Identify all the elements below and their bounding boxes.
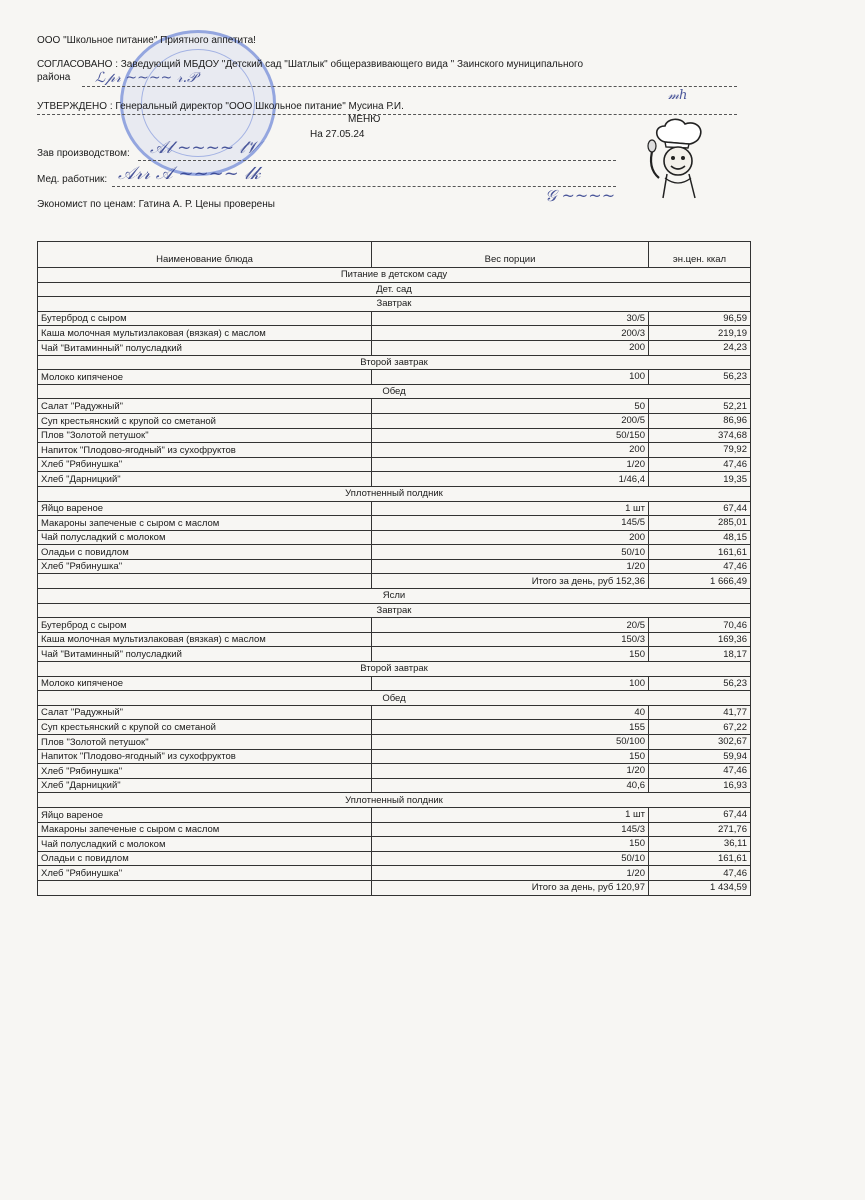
calories-value: 374,68 xyxy=(649,428,751,443)
dish-row xyxy=(38,778,751,793)
dish-name: Бутерброд с сыром xyxy=(38,311,372,326)
calories-value: 96,59 xyxy=(649,311,751,326)
dish-name: Чай "Витаминный" полусладкий xyxy=(38,647,372,662)
portion-weight: 155 xyxy=(372,720,649,735)
calories-header: эн.цен. ккал xyxy=(649,242,751,268)
day-total-row xyxy=(38,880,751,895)
calories-value: 24,23 xyxy=(649,340,751,355)
dish-name: Салат "Радужный" xyxy=(38,399,372,414)
dish-name: Хлеб "Рябинушка" xyxy=(38,559,372,574)
dish-name: Салат "Радужный" xyxy=(38,705,372,720)
portion-weight: 50/100 xyxy=(372,735,649,750)
calories-value: 36,11 xyxy=(649,837,751,852)
portion-weight: 50/150 xyxy=(372,428,649,443)
dish-name: Хлеб "Рябинушка" xyxy=(38,457,372,472)
dish-row xyxy=(38,807,751,822)
calories-value: 86,96 xyxy=(649,413,751,428)
section-title: Дет. сад xyxy=(38,282,751,297)
section-row xyxy=(38,793,751,808)
dish-name: Оладьи с повидлом xyxy=(38,851,372,866)
dish-name: Чай полусладкий с молоком xyxy=(38,837,372,852)
dish-name: Молоко кипяченое xyxy=(38,676,372,691)
menu-table xyxy=(37,241,751,896)
dish-row xyxy=(38,472,751,487)
calories-value: 56,23 xyxy=(649,676,751,691)
total-blank-cell xyxy=(38,880,372,895)
portion-weight: 200 xyxy=(372,340,649,355)
economist-line: Экономист по ценам: Гатина А. Р. Цены проверены xyxy=(37,199,275,210)
dish-name: Бутерброд с сыром xyxy=(38,618,372,633)
menu-title: МЕНЮ xyxy=(348,114,381,125)
section-title: Обед xyxy=(38,384,751,399)
dish-name: Макароны запеченые с сыром с маслом xyxy=(38,822,372,837)
dish-name: Молоко кипяченое xyxy=(38,370,372,385)
dish-name: Каша молочная мультизлаковая (вязкая) с маслом xyxy=(38,632,372,647)
portion-weight: 20/5 xyxy=(372,618,649,633)
agreed-signature-line xyxy=(82,86,737,87)
calories-value: 169,36 xyxy=(649,632,751,647)
portion-weight-header: Вес порции xyxy=(372,242,649,268)
portion-weight: 50 xyxy=(372,399,649,414)
dish-row xyxy=(38,764,751,779)
section-title: Второй завтрак xyxy=(38,355,751,370)
calories-value: 161,61 xyxy=(649,851,751,866)
medic-signature-line xyxy=(112,186,616,187)
dish-row xyxy=(38,516,751,531)
dish-name: Плов "Золотой петушок" xyxy=(38,735,372,750)
dish-row xyxy=(38,545,751,560)
portion-weight: 150/3 xyxy=(372,632,649,647)
economist-signature: 𝒢 ~~~~ xyxy=(545,186,616,205)
dish-row xyxy=(38,443,751,458)
calories-value: 219,19 xyxy=(649,326,751,341)
dish-name: Хлеб "Рябинушка" xyxy=(38,866,372,881)
calories-value: 52,21 xyxy=(649,399,751,414)
dish-row xyxy=(38,618,751,633)
dish-name-header: Наименование блюда xyxy=(38,242,372,268)
calories-value: 161,61 xyxy=(649,545,751,560)
dish-row xyxy=(38,326,751,341)
day-total-label: Итого за день, руб 120,97 xyxy=(372,880,649,895)
dish-row xyxy=(38,822,751,837)
dish-name: Оладьи с повидлом xyxy=(38,545,372,560)
production-signature-line xyxy=(138,160,616,161)
portion-weight: 1/20 xyxy=(372,866,649,881)
day-total-calories: 1 434,59 xyxy=(649,880,751,895)
portion-weight: 200 xyxy=(372,530,649,545)
section-row xyxy=(38,297,751,312)
production-manager-label: Зав производством: xyxy=(37,148,130,159)
calories-value: 19,35 xyxy=(649,472,751,487)
calories-value: 67,44 xyxy=(649,807,751,822)
portion-weight: 40 xyxy=(372,705,649,720)
dish-name: Хлеб "Дарницкий" xyxy=(38,472,372,487)
section-row xyxy=(38,486,751,501)
dish-row xyxy=(38,851,751,866)
portion-weight: 1 шт xyxy=(372,501,649,516)
dish-name: Суп крестьянский с крупой со сметаной xyxy=(38,720,372,735)
calories-value: 67,22 xyxy=(649,720,751,735)
section-title: Завтрак xyxy=(38,603,751,618)
dish-name: Напиток "Плодово-ягодный" из сухофруктов xyxy=(38,443,372,458)
menu-date: На 27.05.24 xyxy=(310,129,365,140)
approved-line: УТВЕРЖДЕНО : Генеральный директор "ООО Школьное питание" Мусина Р.И. xyxy=(37,101,404,112)
dish-row xyxy=(38,428,751,443)
portion-weight: 30/5 xyxy=(372,311,649,326)
dish-row xyxy=(38,311,751,326)
section-row xyxy=(38,662,751,677)
calories-value: 18,17 xyxy=(649,647,751,662)
section-row xyxy=(38,355,751,370)
chef-mascot-image xyxy=(645,118,717,200)
calories-value: 79,92 xyxy=(649,443,751,458)
calories-value: 47,46 xyxy=(649,457,751,472)
section-title: Уплотненный полдник xyxy=(38,793,751,808)
portion-weight: 1/20 xyxy=(372,764,649,779)
day-total-calories: 1 666,49 xyxy=(649,574,751,589)
dish-row xyxy=(38,399,751,414)
calories-value: 59,94 xyxy=(649,749,751,764)
portion-weight: 145/5 xyxy=(372,516,649,531)
calories-value: 67,44 xyxy=(649,501,751,516)
portion-weight: 40,6 xyxy=(372,778,649,793)
calories-value: 47,46 xyxy=(649,866,751,881)
section-title: Второй завтрак xyxy=(38,662,751,677)
section-title: Питание в детском саду xyxy=(38,268,751,283)
medic-signature: 𝒜𝓇𝓇 𝒜 ~~~~ 𝓁𝓀 xyxy=(118,163,261,184)
section-row xyxy=(38,268,751,283)
dish-name: Чай "Витаминный" полусладкий xyxy=(38,340,372,355)
portion-weight: 150 xyxy=(372,647,649,662)
dish-name: Суп крестьянский с крупой со сметаной xyxy=(38,413,372,428)
portion-weight: 50/10 xyxy=(372,851,649,866)
dish-name: Чай полусладкий с молоком xyxy=(38,530,372,545)
portion-weight: 100 xyxy=(372,676,649,691)
dish-row xyxy=(38,632,751,647)
portion-weight: 1/20 xyxy=(372,559,649,574)
section-row xyxy=(38,691,751,706)
day-total-label: Итого за день, руб 152,36 xyxy=(372,574,649,589)
org-line: ООО "Школьное питание" Приятного аппетита! xyxy=(37,35,256,46)
menu-table-header-row xyxy=(38,242,751,268)
agreed-line: СОГЛАСОВАНО : Заведующий МБДОУ "Детский сад "Шатлык" общеразвивающего вида " Заинского муниципального xyxy=(37,59,584,70)
dish-row xyxy=(38,530,751,545)
dish-row xyxy=(38,559,751,574)
dish-row xyxy=(38,749,751,764)
portion-weight: 150 xyxy=(372,749,649,764)
approved-signature-line xyxy=(37,114,737,115)
portion-weight: 200/5 xyxy=(372,413,649,428)
dish-name: Напиток "Плодово-ягодный" из сухофруктов xyxy=(38,749,372,764)
portion-weight: 145/3 xyxy=(372,822,649,837)
section-row xyxy=(38,384,751,399)
dish-name: Макароны запеченые с сыром с маслом xyxy=(38,516,372,531)
dish-row xyxy=(38,705,751,720)
portion-weight: 50/10 xyxy=(372,545,649,560)
dish-name: Плов "Золотой петушок" xyxy=(38,428,372,443)
dish-row xyxy=(38,866,751,881)
calories-value: 41,77 xyxy=(649,705,751,720)
calories-value: 70,46 xyxy=(649,618,751,633)
dish-row xyxy=(38,676,751,691)
medic-label: Мед. работник: xyxy=(37,174,108,185)
agreed-signature: ℒ𝓅𝓇 ~~~~ 𝓇.𝒫 xyxy=(95,70,198,86)
dish-row xyxy=(38,735,751,750)
section-title: Ясли xyxy=(38,589,751,604)
dish-name: Каша молочная мультизлаковая (вязкая) с маслом xyxy=(38,326,372,341)
total-blank-cell xyxy=(38,574,372,589)
calories-value: 48,15 xyxy=(649,530,751,545)
portion-weight: 1/46,4 xyxy=(372,472,649,487)
dish-row xyxy=(38,340,751,355)
portion-weight: 1 шт xyxy=(372,807,649,822)
dish-row xyxy=(38,413,751,428)
calories-value: 56,23 xyxy=(649,370,751,385)
agreed-line-district: района xyxy=(37,72,71,83)
dish-row xyxy=(38,457,751,472)
production-signature: 𝒜𝓁 ~~~~ 𝓁𝒱 xyxy=(150,138,260,158)
calories-value: 16,93 xyxy=(649,778,751,793)
calories-value: 302,67 xyxy=(649,735,751,750)
section-title: Уплотненный полдник xyxy=(38,486,751,501)
portion-weight: 200 xyxy=(372,443,649,458)
calories-value: 285,01 xyxy=(649,516,751,531)
dish-name: Яйцо вареное xyxy=(38,807,372,822)
dish-row xyxy=(38,720,751,735)
dish-row xyxy=(38,647,751,662)
day-total-row xyxy=(38,574,751,589)
section-row xyxy=(38,589,751,604)
calories-value: 47,46 xyxy=(649,559,751,574)
dish-name: Хлеб "Дарницкий" xyxy=(38,778,372,793)
section-title: Завтрак xyxy=(38,297,751,312)
portion-weight: 100 xyxy=(372,370,649,385)
section-row xyxy=(38,282,751,297)
portion-weight: 150 xyxy=(372,837,649,852)
dish-row xyxy=(38,501,751,516)
dish-name: Яйцо вареное xyxy=(38,501,372,516)
section-title: Обед xyxy=(38,691,751,706)
dish-row xyxy=(38,837,751,852)
calories-value: 47,46 xyxy=(649,764,751,779)
menu-table-body xyxy=(38,268,751,896)
calories-value: 271,76 xyxy=(649,822,751,837)
section-row xyxy=(38,603,751,618)
portion-weight: 1/20 xyxy=(372,457,649,472)
dish-row xyxy=(38,370,751,385)
portion-weight: 200/3 xyxy=(372,326,649,341)
approved-signature: 𝓂ℎ xyxy=(668,88,688,103)
dish-name: Хлеб "Рябинушка" xyxy=(38,764,372,779)
